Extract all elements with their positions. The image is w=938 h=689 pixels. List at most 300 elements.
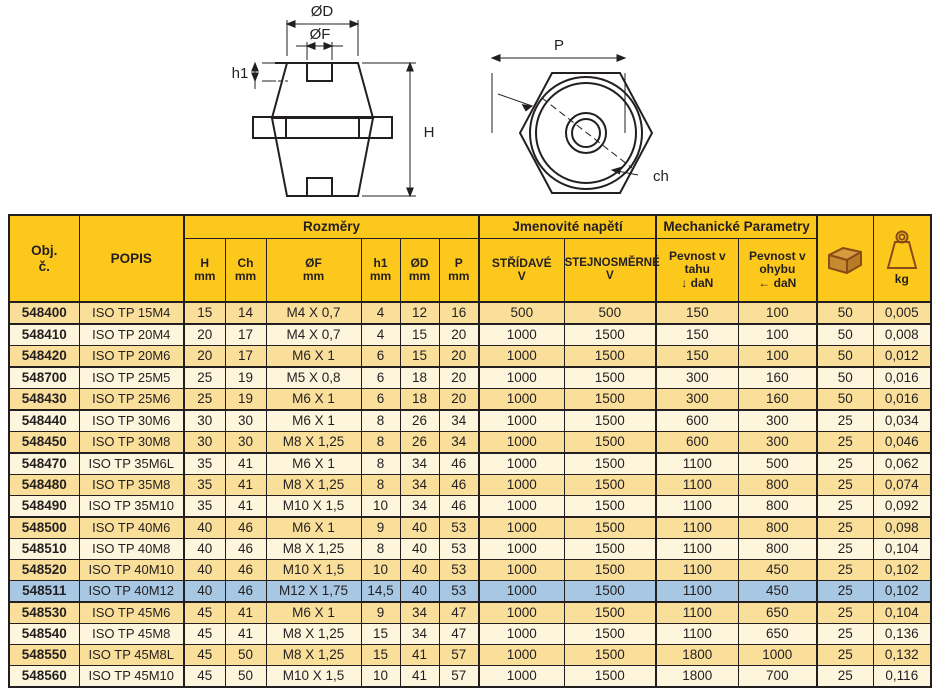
cell-pack: 25 xyxy=(817,624,873,645)
cell-desc: ISO TP 45M10 xyxy=(79,666,184,688)
cell-tensile: 1100 xyxy=(656,475,738,496)
header-weight xyxy=(873,215,931,302)
cell-bending: 650 xyxy=(738,602,817,624)
box-icon xyxy=(823,241,867,277)
cell-desc: ISO TP 25M5 xyxy=(79,367,184,389)
cell-dc: 1500 xyxy=(564,560,656,581)
cell-bending: 650 xyxy=(738,624,817,645)
cell-code: 548470 xyxy=(9,453,79,475)
cell-ch: 30 xyxy=(225,432,266,454)
cell-h1: 10 xyxy=(361,666,400,688)
cell-of: M8 X 1,25 xyxy=(266,624,361,645)
top-hex-view xyxy=(460,0,710,210)
cell-p: 34 xyxy=(439,410,479,432)
cell-kg: 0,098 xyxy=(873,517,931,539)
cell-of: M6 X 1 xyxy=(266,453,361,475)
cell-dc: 1500 xyxy=(564,453,656,475)
cell-ch: 41 xyxy=(225,496,266,518)
cell-ch: 46 xyxy=(225,539,266,560)
cell-ac: 1000 xyxy=(479,666,564,688)
table-row[interactable] xyxy=(9,602,931,624)
cell-h: 45 xyxy=(184,602,225,624)
cell-h: 30 xyxy=(184,432,225,454)
cell-dc: 1500 xyxy=(564,410,656,432)
cell-code: 548540 xyxy=(9,624,79,645)
cell-h1: 14,5 xyxy=(361,581,400,603)
header-col-p-name: P xyxy=(454,255,463,270)
cell-tensile: 1100 xyxy=(656,560,738,581)
table-row[interactable] xyxy=(9,324,931,346)
cell-code: 548430 xyxy=(9,389,79,411)
cell-h: 40 xyxy=(184,517,225,539)
header-col-tensile-line1: Pevnost v xyxy=(668,248,726,263)
cell-h: 25 xyxy=(184,367,225,389)
cell-code: 548511 xyxy=(9,581,79,603)
cell-p: 47 xyxy=(439,602,479,624)
table-row[interactable] xyxy=(9,475,931,496)
header-col-h1-name: h1 xyxy=(373,255,388,270)
cell-bending: 700 xyxy=(738,666,817,688)
cell-bending: 300 xyxy=(738,410,817,432)
cell-desc: ISO TP 35M10 xyxy=(79,496,184,518)
cell-tensile: 1100 xyxy=(656,581,738,603)
table-row[interactable] xyxy=(9,624,931,645)
header-col-of xyxy=(266,239,361,303)
cell-h1: 4 xyxy=(361,302,400,324)
cell-dc: 1500 xyxy=(564,496,656,518)
cell-h1: 8 xyxy=(361,432,400,454)
weight-icon xyxy=(884,230,920,272)
cell-tensile: 150 xyxy=(656,324,738,346)
cell-kg: 0,102 xyxy=(873,581,931,603)
cell-of: M8 X 1,25 xyxy=(266,475,361,496)
cell-pack: 25 xyxy=(817,581,873,603)
cell-ch: 50 xyxy=(225,666,266,688)
header-col-ac-name: STŘÍDAVÉ xyxy=(491,255,552,270)
header-col-ch xyxy=(225,239,266,303)
cell-od: 15 xyxy=(400,346,439,368)
cell-kg: 0,092 xyxy=(873,496,931,518)
cell-desc: ISO TP 45M8 xyxy=(79,624,184,645)
cell-tensile: 1100 xyxy=(656,517,738,539)
cell-desc: ISO TP 25M6 xyxy=(79,389,184,411)
cell-tensile: 600 xyxy=(656,432,738,454)
cell-desc: ISO TP 40M6 xyxy=(79,517,184,539)
cell-pack: 25 xyxy=(817,453,873,475)
cell-h1: 8 xyxy=(361,475,400,496)
technical-drawings xyxy=(0,0,938,210)
cell-ac: 1000 xyxy=(479,560,564,581)
header-col-dc xyxy=(564,239,660,303)
cell-ch: 19 xyxy=(225,389,266,411)
cell-od: 26 xyxy=(400,432,439,454)
cell-code: 548450 xyxy=(9,432,79,454)
cell-ac: 1000 xyxy=(479,624,564,645)
cell-ch: 30 xyxy=(225,410,266,432)
cell-p: 53 xyxy=(439,539,479,560)
cell-h: 30 xyxy=(184,410,225,432)
header-packaging xyxy=(817,215,873,302)
table-row[interactable] xyxy=(9,517,931,539)
cell-h1: 10 xyxy=(361,496,400,518)
table-row[interactable] xyxy=(9,432,931,454)
cell-code: 548480 xyxy=(9,475,79,496)
cell-tensile: 1800 xyxy=(656,666,738,688)
cell-bending: 300 xyxy=(738,432,817,454)
cell-pack: 50 xyxy=(817,324,873,346)
cell-p: 57 xyxy=(439,666,479,688)
cell-desc: ISO TP 30M6 xyxy=(79,410,184,432)
cell-kg: 0,116 xyxy=(873,666,931,688)
cell-od: 34 xyxy=(400,602,439,624)
cell-od: 40 xyxy=(400,581,439,603)
cell-kg: 0,074 xyxy=(873,475,931,496)
cell-dc: 1500 xyxy=(564,581,656,603)
cell-of: M6 X 1 xyxy=(266,410,361,432)
cell-code: 548560 xyxy=(9,666,79,688)
cell-ac: 1000 xyxy=(479,324,564,346)
cell-kg: 0,034 xyxy=(873,410,931,432)
cell-p: 46 xyxy=(439,453,479,475)
cell-ch: 46 xyxy=(225,581,266,603)
cell-ac: 1000 xyxy=(479,346,564,368)
cell-ch: 50 xyxy=(225,645,266,666)
cell-pack: 25 xyxy=(817,602,873,624)
cell-kg: 0,102 xyxy=(873,560,931,581)
header-col-h-name: H xyxy=(200,255,210,270)
cell-ac: 1000 xyxy=(479,517,564,539)
cell-od: 18 xyxy=(400,389,439,411)
table-row[interactable] xyxy=(9,302,931,324)
cell-bending: 800 xyxy=(738,539,817,560)
cell-od: 34 xyxy=(400,475,439,496)
cell-p: 20 xyxy=(439,324,479,346)
cell-kg: 0,136 xyxy=(873,624,931,645)
cell-of: M10 X 1,5 xyxy=(266,666,361,688)
cell-h1: 9 xyxy=(361,517,400,539)
cell-of: M12 X 1,75 xyxy=(266,581,361,603)
cell-of: M10 X 1,5 xyxy=(266,560,361,581)
header-order-code xyxy=(9,215,79,302)
cell-od: 40 xyxy=(400,539,439,560)
cell-desc: ISO TP 20M6 xyxy=(79,346,184,368)
cell-od: 41 xyxy=(400,666,439,688)
cell-desc: ISO TP 15M4 xyxy=(79,302,184,324)
cell-of: M5 X 0,8 xyxy=(266,367,361,389)
cell-h: 20 xyxy=(184,324,225,346)
cell-p: 20 xyxy=(439,389,479,411)
cell-dc: 1500 xyxy=(564,475,656,496)
table-row[interactable] xyxy=(9,645,931,666)
cell-pack: 25 xyxy=(817,645,873,666)
cell-code: 548510 xyxy=(9,539,79,560)
cell-kg: 0,104 xyxy=(873,539,931,560)
cell-od: 15 xyxy=(400,324,439,346)
cell-ch: 17 xyxy=(225,324,266,346)
front-section-view xyxy=(210,0,450,210)
cell-p: 20 xyxy=(439,346,479,368)
cell-code: 548550 xyxy=(9,645,79,666)
cell-p: 53 xyxy=(439,560,479,581)
cell-tensile: 300 xyxy=(656,367,738,389)
cell-h: 40 xyxy=(184,560,225,581)
table-row[interactable] xyxy=(9,560,931,581)
header-col-of-unit: mm xyxy=(302,269,325,283)
cell-kg: 0,016 xyxy=(873,367,931,389)
header-col-bending xyxy=(738,239,817,303)
cell-ac: 1000 xyxy=(479,367,564,389)
cell-h1: 8 xyxy=(361,539,400,560)
cell-tensile: 1100 xyxy=(656,496,738,518)
cell-code: 548520 xyxy=(9,560,79,581)
cell-of: M8 X 1,25 xyxy=(266,432,361,454)
cell-tensile: 1100 xyxy=(656,453,738,475)
cell-p: 46 xyxy=(439,496,479,518)
cell-dc: 1500 xyxy=(564,367,656,389)
cell-code: 548490 xyxy=(9,496,79,518)
cell-dc: 1500 xyxy=(564,324,656,346)
cell-tensile: 1100 xyxy=(656,539,738,560)
table-row[interactable] xyxy=(9,581,931,603)
table-row[interactable] xyxy=(9,346,931,368)
cell-h: 45 xyxy=(184,666,225,688)
table-header xyxy=(9,215,931,302)
cell-tensile: 300 xyxy=(656,389,738,411)
cell-bending: 1000 xyxy=(738,645,817,666)
cell-bending: 160 xyxy=(738,367,817,389)
cell-of: M4 X 0,7 xyxy=(266,324,361,346)
cell-of: M6 X 1 xyxy=(266,346,361,368)
table-row[interactable] xyxy=(9,496,931,518)
cell-tensile: 1800 xyxy=(656,645,738,666)
label-chamfer: ch xyxy=(653,168,669,185)
cell-h: 20 xyxy=(184,346,225,368)
cell-pack: 50 xyxy=(817,389,873,411)
cell-kg: 0,104 xyxy=(873,602,931,624)
label-outer-diameter: ØD xyxy=(310,3,334,20)
specification-table-container xyxy=(8,214,930,688)
cell-ac: 1000 xyxy=(479,581,564,603)
cell-dc: 500 xyxy=(564,302,656,324)
cell-p: 16 xyxy=(439,302,479,324)
table-row[interactable] xyxy=(9,666,931,688)
cell-kg: 0,016 xyxy=(873,389,931,411)
cell-od: 41 xyxy=(400,645,439,666)
cell-of: M4 X 0,7 xyxy=(266,302,361,324)
cell-p: 53 xyxy=(439,517,479,539)
cell-ac: 1000 xyxy=(479,475,564,496)
cell-h1: 15 xyxy=(361,645,400,666)
header-col-od-name: ØD xyxy=(410,255,429,270)
cell-pack: 50 xyxy=(817,302,873,324)
cell-bending: 800 xyxy=(738,496,817,518)
cell-kg: 0,062 xyxy=(873,453,931,475)
cell-dc: 1500 xyxy=(564,539,656,560)
cell-code: 548440 xyxy=(9,410,79,432)
cell-tensile: 1100 xyxy=(656,624,738,645)
cell-h1: 4 xyxy=(361,324,400,346)
cell-pack: 25 xyxy=(817,410,873,432)
cell-ch: 41 xyxy=(225,475,266,496)
cell-bending: 100 xyxy=(738,324,817,346)
cell-dc: 1500 xyxy=(564,517,656,539)
cell-code: 548410 xyxy=(9,324,79,346)
cell-h1: 8 xyxy=(361,410,400,432)
cell-ac: 1000 xyxy=(479,539,564,560)
cell-h: 45 xyxy=(184,624,225,645)
cell-ac: 1000 xyxy=(479,453,564,475)
table-row[interactable] xyxy=(9,410,931,432)
cell-od: 34 xyxy=(400,453,439,475)
header-col-tensile xyxy=(656,239,738,303)
cell-of: M6 X 1 xyxy=(266,517,361,539)
cell-desc: ISO TP 35M8 xyxy=(79,475,184,496)
table-row[interactable] xyxy=(9,539,931,560)
cell-pack: 25 xyxy=(817,432,873,454)
cell-dc: 1500 xyxy=(564,346,656,368)
header-order-code-line1: Obj. xyxy=(31,243,58,259)
cell-desc: ISO TP 20M4 xyxy=(79,324,184,346)
cell-ch: 41 xyxy=(225,602,266,624)
cell-p: 57 xyxy=(439,645,479,666)
cell-h: 40 xyxy=(184,539,225,560)
cell-h1: 10 xyxy=(361,560,400,581)
header-col-ch-name: Ch xyxy=(237,255,254,270)
cell-of: M8 X 1,25 xyxy=(266,645,361,666)
header-col-h1 xyxy=(361,239,400,303)
cell-desc: ISO TP 45M6 xyxy=(79,602,184,624)
cell-ac: 1000 xyxy=(479,410,564,432)
cell-dc: 1500 xyxy=(564,624,656,645)
cell-of: M6 X 1 xyxy=(266,602,361,624)
cell-p: 46 xyxy=(439,475,479,496)
header-col-h1-unit: mm xyxy=(369,269,392,283)
specification-table xyxy=(8,214,932,688)
cell-h: 25 xyxy=(184,389,225,411)
cell-desc: ISO TP 40M8 xyxy=(79,539,184,560)
header-col-ac-unit: V xyxy=(517,269,526,283)
cell-code: 548530 xyxy=(9,602,79,624)
cell-h: 35 xyxy=(184,453,225,475)
cell-tensile: 600 xyxy=(656,410,738,432)
label-thread-diameter: ØF xyxy=(309,26,331,43)
cell-pack: 25 xyxy=(817,560,873,581)
cell-p: 47 xyxy=(439,624,479,645)
header-col-h xyxy=(184,239,225,303)
header-col-bending-line1: Pevnost v xyxy=(748,248,806,263)
cell-h: 35 xyxy=(184,475,225,496)
header-weight-unit: kg xyxy=(894,272,909,287)
cell-ac: 1000 xyxy=(479,602,564,624)
cell-kg: 0,012 xyxy=(873,346,931,368)
cell-ch: 46 xyxy=(225,517,266,539)
cell-ac: 1000 xyxy=(479,496,564,518)
cell-ch: 41 xyxy=(225,453,266,475)
cell-p: 20 xyxy=(439,367,479,389)
cell-of: M8 X 1,25 xyxy=(266,539,361,560)
cell-pack: 25 xyxy=(817,666,873,688)
cell-bending: 500 xyxy=(738,453,817,475)
cell-ch: 41 xyxy=(225,624,266,645)
table-row[interactable] xyxy=(9,453,931,475)
table-row[interactable] xyxy=(9,389,931,411)
cell-h1: 15 xyxy=(361,624,400,645)
cell-ch: 46 xyxy=(225,560,266,581)
cell-ch: 19 xyxy=(225,367,266,389)
table-body xyxy=(9,302,931,687)
cell-ac: 500 xyxy=(479,302,564,324)
cell-kg: 0,132 xyxy=(873,645,931,666)
label-across-flats: P xyxy=(553,37,565,54)
header-col-ac xyxy=(479,239,564,303)
cell-code: 548500 xyxy=(9,517,79,539)
cell-pack: 25 xyxy=(817,496,873,518)
cell-h1: 6 xyxy=(361,346,400,368)
cell-ac: 1000 xyxy=(479,389,564,411)
cell-ac: 1000 xyxy=(479,432,564,454)
cell-bending: 800 xyxy=(738,517,817,539)
cell-desc: ISO TP 30M8 xyxy=(79,432,184,454)
cell-ch: 17 xyxy=(225,346,266,368)
cell-bending: 450 xyxy=(738,581,817,603)
header-col-ch-unit: mm xyxy=(234,269,257,283)
label-height: H xyxy=(423,124,435,141)
header-col-bending-line2: ohybu xyxy=(759,262,796,277)
cell-dc: 1500 xyxy=(564,602,656,624)
cell-desc: ISO TP 45M8L xyxy=(79,645,184,666)
cell-od: 40 xyxy=(400,517,439,539)
cell-code: 548420 xyxy=(9,346,79,368)
header-col-dc-name: STEJNOSMĚRNÉ xyxy=(564,257,660,270)
cell-pack: 25 xyxy=(817,517,873,539)
cell-kg: 0,005 xyxy=(873,302,931,324)
cell-desc: ISO TP 40M12 xyxy=(79,581,184,603)
cell-od: 40 xyxy=(400,560,439,581)
cell-bending: 100 xyxy=(738,346,817,368)
cell-ac: 1000 xyxy=(479,645,564,666)
cell-dc: 1500 xyxy=(564,432,656,454)
cell-desc: ISO TP 35M6L xyxy=(79,453,184,475)
header-group-dimensions: Rozměry xyxy=(184,215,479,239)
cell-h: 35 xyxy=(184,496,225,518)
cell-bending: 800 xyxy=(738,475,817,496)
header-col-tensile-line2: tahu xyxy=(684,262,710,277)
cell-pack: 50 xyxy=(817,346,873,368)
cell-pack: 25 xyxy=(817,475,873,496)
cell-p: 34 xyxy=(439,432,479,454)
cell-pack: 50 xyxy=(817,367,873,389)
cell-h: 45 xyxy=(184,645,225,666)
cell-h: 40 xyxy=(184,581,225,603)
cell-p: 53 xyxy=(439,581,479,603)
cell-tensile: 1100 xyxy=(656,602,738,624)
table-row[interactable] xyxy=(9,367,931,389)
cell-dc: 1500 xyxy=(564,389,656,411)
cell-h1: 6 xyxy=(361,389,400,411)
header-col-bending-unit: ← daN xyxy=(758,275,797,290)
label-insert-depth: h1 xyxy=(231,65,249,82)
cell-code: 548700 xyxy=(9,367,79,389)
cell-dc: 1500 xyxy=(564,666,656,688)
header-group-mechanical: Mechanické Parametry xyxy=(656,215,817,239)
cell-od: 12 xyxy=(400,302,439,324)
cell-kg: 0,046 xyxy=(873,432,931,454)
cell-od: 26 xyxy=(400,410,439,432)
cell-desc: ISO TP 40M10 xyxy=(79,560,184,581)
cell-h: 15 xyxy=(184,302,225,324)
cell-ch: 14 xyxy=(225,302,266,324)
cell-od: 18 xyxy=(400,367,439,389)
